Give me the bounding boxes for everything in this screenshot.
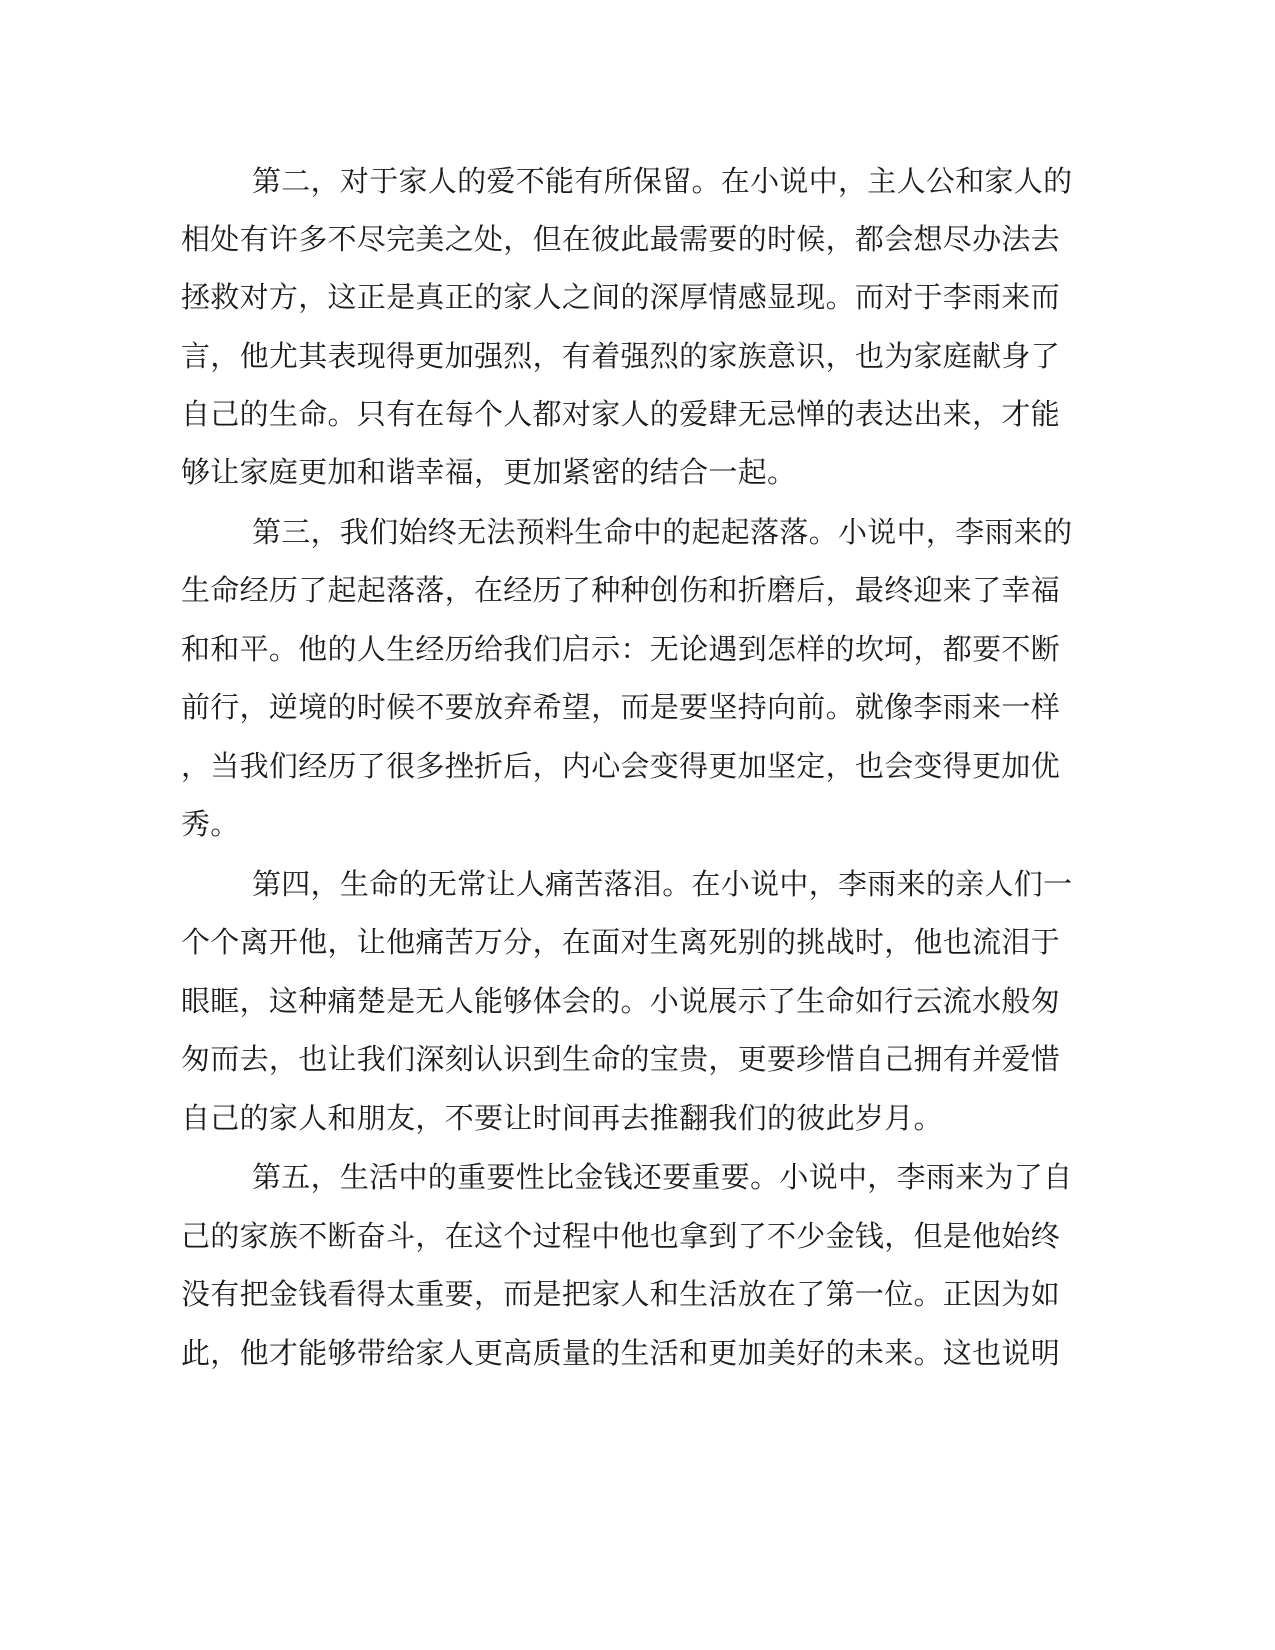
paragraph-5-line-4: 此，他才能够带给家人更高质量的生活和更加美好的未来。这也说明 <box>181 1336 1061 1370</box>
paragraph-3-line-4: 前行，逆境的时候不要放弃希望，而是要坚持向前。就像李雨来一样 <box>181 690 1061 724</box>
paragraph-5-line-2: 己的家族不断奋斗，在这个过程中他也拿到了不少金钱，但是他始终 <box>181 1219 1061 1253</box>
paragraph-3-line-1: 第三，我们始终无法预料生命中的起起落落。小说中，李雨来的 <box>252 515 1073 549</box>
paragraph-4-line-1: 第四，生命的无常让人痛苦落泪。在小说中，李雨来的亲人们一 <box>252 867 1073 901</box>
paragraph-2-line-2: 相处有许多不尽完美之处，但在彼此最需要的时候，都会想尽办法去 <box>181 222 1061 256</box>
paragraph-2-line-4: 言，他尤其表现得更加强烈，有着强烈的家族意识，也为家庭献身了 <box>181 339 1061 373</box>
paragraph-4-line-5: 自己的家人和朋友，不要让时间再去推翻我们的彼此岁月。 <box>181 1101 943 1135</box>
paragraph-4-line-4: 匆而去，也让我们深刻认识到生命的宝贵，更要珍惜自己拥有并爱惜 <box>181 1042 1061 1076</box>
paragraph-2-line-6: 够让家庭更加和谐幸福，更加紧密的结合一起。 <box>181 455 797 489</box>
paragraph-3-line-2: 生命经历了起起落落，在经历了种种创伤和折磨后，最终迎来了幸福 <box>181 573 1061 607</box>
paragraph-2-line-1: 第二，对于家人的爱不能有所保留。在小说中，主人公和家人的 <box>252 164 1073 198</box>
paragraph-2-line-3: 拯救对方，这正是真正的家人之间的深厚情感显现。而对于李雨来而 <box>181 280 1061 314</box>
paragraph-5-line-3: 没有把金钱看得太重要，而是把家人和生活放在了第一位。正因为如 <box>181 1277 1061 1311</box>
paragraph-3-line-5: ，当我们经历了很多挫折后，内心会变得更加坚定，也会变得更加优 <box>181 749 1061 783</box>
paragraph-3-line-6: 秀。 <box>181 807 240 841</box>
paragraph-2-line-5: 自己的生命。只有在每个人都对家人的爱肆无忌惮的表达出来，才能 <box>181 397 1061 431</box>
paragraph-4-line-3: 眼眶，这种痛楚是无人能够体会的。小说展示了生命如行云流水般匆 <box>181 984 1061 1018</box>
paragraph-5-line-1: 第五，生活中的重要性比金钱还要重要。小说中，李雨来为了自 <box>252 1160 1073 1194</box>
paragraph-3-line-3: 和和平。他的人生经历给我们启示：无论遇到怎样的坎坷，都要不断 <box>181 632 1061 666</box>
paragraph-4-line-2: 个个离开他，让他痛苦万分，在面对生离死别的挑战时，他也流泪于 <box>181 925 1061 959</box>
